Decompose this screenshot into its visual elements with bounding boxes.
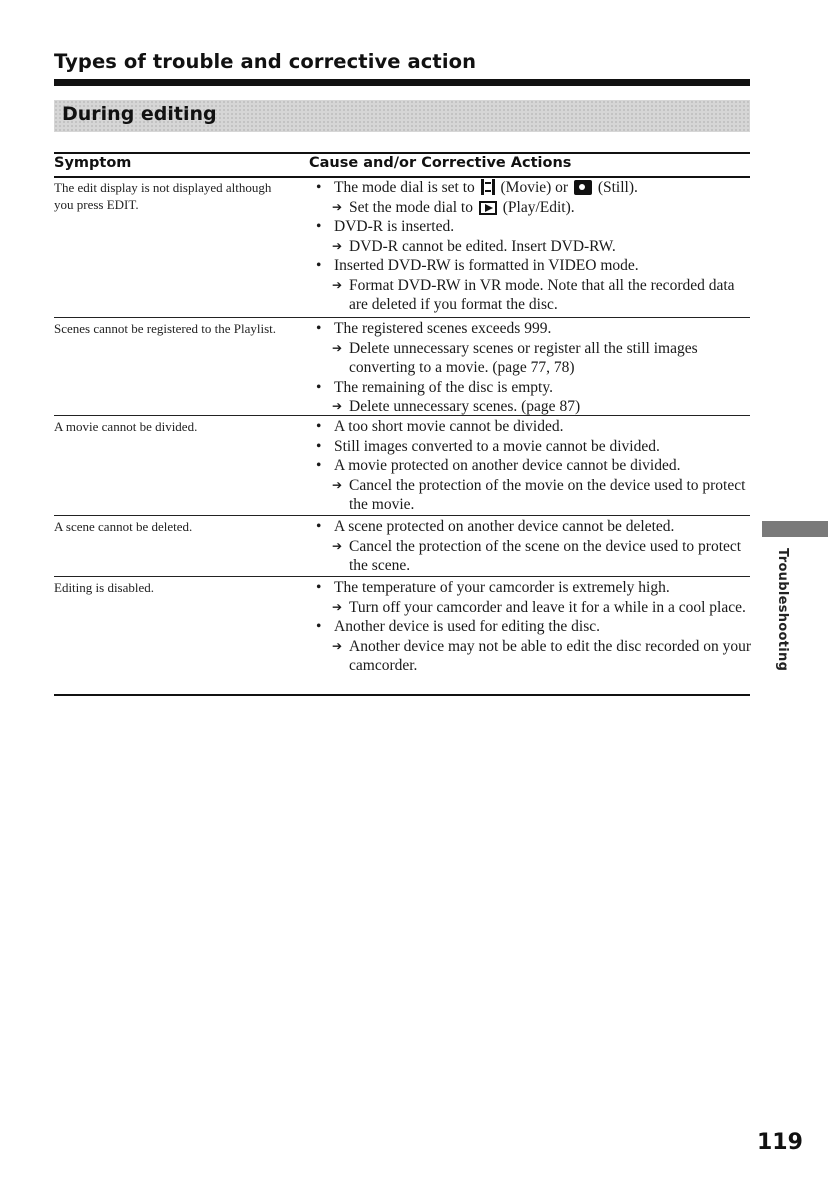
bullet: • (316, 437, 322, 455)
action-item (316, 397, 752, 417)
cause-text: DVD-R is inserted. (334, 218, 455, 235)
action-text: Delete unnecessary scenes or register all the still images converting to a movie. (page 77, 78) (349, 339, 698, 376)
bullet: • (316, 618, 322, 635)
bullet: • (316, 518, 322, 535)
cause-text: A scene protected on another device cannot be deleted. (334, 518, 675, 535)
cause-text: (Movie) or (500, 179, 569, 196)
bullet: • (316, 378, 322, 396)
cause-item (316, 417, 752, 437)
chapter-tab-label: Troubleshooting (775, 548, 790, 672)
action-text: Format DVD-RW in VR mode. Note that all the recorded data are deleted if you format the disc. (349, 276, 735, 313)
symptom-column-header: Symptom (54, 155, 132, 171)
cause-list (316, 517, 752, 576)
cause-list (316, 319, 752, 417)
action-item (316, 598, 752, 618)
table-row (54, 416, 750, 515)
action-item (316, 637, 752, 676)
arrow-icon: ➔ (332, 199, 343, 214)
cause-text: The remaining of the disc is empty. (334, 378, 553, 396)
page-title: Types of trouble and corrective action (54, 50, 477, 73)
symptom-text: A scene cannot be deleted. (54, 519, 193, 534)
arrow-icon: ➔ (332, 538, 343, 553)
cause-item (316, 456, 752, 476)
bullet: • (316, 218, 322, 235)
table-bottom-rule (54, 694, 750, 696)
movie-mode-icon (481, 179, 495, 195)
arrow-icon: ➔ (332, 599, 343, 614)
symptom-text: Scenes cannot be registered to the Playlist. (54, 321, 277, 336)
arrow-icon: ➔ (332, 340, 343, 355)
page-number: 119 (757, 1130, 803, 1155)
cause-text: The temperature of your camcorder is extremely high. (334, 579, 670, 596)
bullet: • (316, 257, 322, 274)
symptom-text: A movie cannot be divided. (54, 419, 198, 434)
title-rule (54, 79, 750, 86)
section-banner (54, 100, 750, 132)
arrow-icon: ➔ (332, 238, 343, 253)
cause-item (316, 437, 752, 457)
cause-item (316, 378, 752, 398)
action-text: Cancel the protection of the movie on the device used to protect the movie. (349, 476, 746, 513)
table-row (54, 577, 750, 694)
action-text: (Play/Edit). (502, 198, 575, 216)
action-text: DVD-R cannot be edited. Insert DVD-RW. (349, 237, 616, 255)
cause-text: Inserted DVD-RW is formatted in VIDEO mode. (334, 257, 639, 274)
action-text: Turn off your camcorder and leave it for a while in a cool place. (349, 598, 746, 616)
cause-list (316, 178, 752, 315)
action-text: Set the mode dial to (349, 198, 473, 216)
cause-item (316, 517, 752, 537)
cause-item (316, 617, 752, 637)
table-row (54, 177, 750, 317)
action-item (316, 237, 752, 257)
action-item (316, 476, 752, 515)
bullet: • (316, 579, 322, 596)
cause-column-header: Cause and/or Corrective Actions (309, 155, 572, 171)
bullet: • (316, 457, 322, 474)
bullet: • (316, 320, 322, 337)
action-text: Delete unnecessary scenes. (page 87) (349, 398, 581, 415)
action-text: Cancel the protection of the scene on the device used to protect the scene. (349, 537, 742, 574)
arrow-icon: ➔ (332, 399, 343, 413)
cause-item (316, 319, 752, 339)
symptom-text: The edit display is not displayed although you press EDIT. (54, 180, 272, 212)
action-item (316, 537, 752, 576)
table-row (54, 516, 750, 576)
cause-text: Another device is used for editing the disc. (334, 618, 601, 635)
cause-item (316, 578, 752, 598)
table-row (54, 318, 750, 415)
bullet: • (316, 179, 322, 196)
cause-list (316, 578, 752, 676)
cause-text: The mode dial is set to (334, 179, 475, 196)
cause-list (316, 417, 752, 515)
cause-text: (Still). (597, 179, 638, 196)
cause-item (316, 178, 752, 198)
cause-text: A too short movie cannot be divided. (334, 418, 564, 435)
cause-text: The registered scenes exceeds 999. (334, 320, 552, 337)
arrow-icon: ➔ (332, 277, 343, 292)
action-item (316, 276, 752, 315)
action-item (316, 339, 752, 378)
action-text: Another device may not be able to edit the disc recorded on your camcorder. (349, 637, 752, 674)
cause-item (316, 217, 752, 237)
still-mode-icon (574, 180, 592, 195)
arrow-icon: ➔ (332, 477, 343, 492)
symptom-text: Editing is disabled. (54, 580, 155, 595)
action-item (316, 198, 752, 218)
arrow-icon: ➔ (332, 638, 343, 653)
cause-text: A movie protected on another device cannot be divided. (334, 457, 681, 474)
section-title: During editing (62, 103, 217, 125)
cause-text: Still images converted to a movie cannot be divided. (334, 437, 660, 455)
table-top-rule (54, 152, 750, 154)
cause-item (316, 256, 752, 276)
play-edit-mode-icon (479, 201, 497, 215)
bullet: • (316, 418, 322, 435)
chapter-tab-marker (762, 521, 828, 537)
